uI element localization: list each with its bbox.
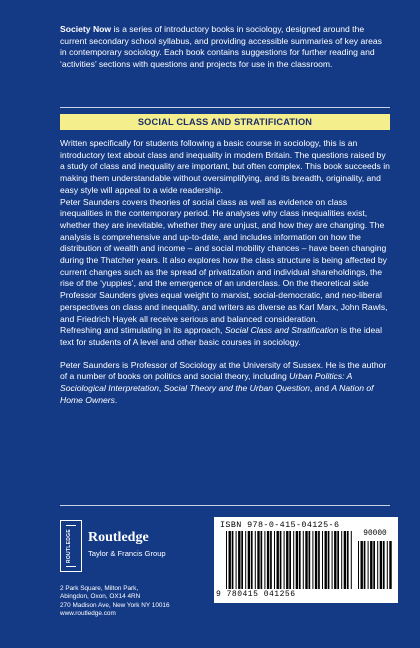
ean-digits: 9 780415 041256 (216, 590, 296, 599)
barcode-bar (286, 531, 288, 589)
barcode-bar (238, 531, 240, 589)
barcode-bar (344, 531, 346, 589)
addon-barcode-bars-icon (358, 541, 392, 589)
barcode-bar (257, 531, 259, 589)
barcode-bar (303, 531, 304, 589)
barcode-bar (232, 531, 234, 589)
barcode-bar (248, 531, 250, 589)
addon-digits: 90000 (363, 530, 387, 538)
barcode-bar (373, 541, 375, 589)
barcode-bar (267, 531, 269, 589)
barcode-bar (251, 531, 253, 589)
address-line: 270 Madison Ave, New York NY 10016 (60, 601, 170, 609)
barcode-bar (377, 541, 378, 589)
barcode-bar (328, 531, 330, 589)
author-book-2: Social Theory and the Urban Question (163, 383, 310, 394)
author-bio-end: . (114, 394, 118, 405)
barcode-bar (358, 541, 359, 589)
barcode-bar (341, 531, 342, 589)
barcode-bar (347, 531, 349, 589)
series-description (60, 24, 390, 71)
barcode-bar (277, 531, 279, 589)
blurb-paragraph-3 (60, 325, 390, 348)
barcode-bar (274, 531, 275, 589)
address-line: Abingdon, Oxon, OX14 4RN (60, 593, 141, 601)
barcode-bar (245, 531, 246, 589)
barcode-bar (387, 541, 388, 589)
author-book-1: Urban Politics: A Sociological Interpretation (60, 371, 353, 394)
logo-vertical-text: ROUTLEDGE (66, 529, 72, 564)
barcode-bar (361, 541, 363, 589)
barcode-bar (351, 531, 352, 589)
barcode-bar (337, 531, 339, 589)
barcode-bar (325, 531, 327, 589)
barcode-bar (383, 541, 385, 589)
separator: , (158, 383, 164, 394)
isbn-number: ISBN 978-0-415-04125-6 (220, 520, 340, 530)
publisher-logo (60, 520, 200, 572)
barcode-bar (261, 531, 263, 589)
publisher-name: Routledge (88, 530, 149, 545)
book-title-banner: SOCIAL CLASS AND STRATIFICATION (60, 114, 390, 130)
publisher-address (60, 585, 220, 619)
barcode-bar (364, 541, 366, 589)
blurb-p3-text-end: is the ideal text for students of A level and other basic courses in sociology. (60, 325, 382, 347)
divider-bottom (60, 505, 390, 506)
barcode-bar (296, 531, 298, 589)
author-bio (60, 360, 390, 407)
barcode-bar (289, 531, 291, 589)
barcode-bar (389, 541, 391, 589)
barcode-bar (318, 531, 320, 589)
series-name: Society Now (60, 24, 112, 34)
barcode-bar (226, 531, 227, 589)
blurb-p3-text: Refreshing and stimulating in its approach, (60, 325, 225, 336)
barcode-bar (299, 531, 301, 589)
barcode-bar (305, 531, 307, 589)
divider-top (60, 107, 390, 108)
barcode-bar (293, 531, 294, 589)
routledge-logo-icon (60, 520, 82, 572)
isbn-barcode (214, 517, 398, 603)
blurb (60, 138, 390, 406)
separator: , and (309, 383, 332, 394)
barcode-bar (312, 531, 313, 589)
barcode-bar (270, 531, 272, 589)
barcode-bar (229, 531, 231, 589)
book-title-italic: Social Class and Stratification (224, 325, 339, 336)
barcode-bar (241, 531, 243, 589)
barcode-bar (380, 541, 382, 589)
series-description-text: is a series of introductory books in sociology, designed around the current secondary school syllabus, and providing accessible summaries of key areas in contemporary sociology. Each book contains suggestions for further reading and ‘activities’ sections with questions and projects for use in the classroom. (60, 24, 382, 70)
barcode-bar (264, 531, 265, 589)
author-bio-text: Peter Saunders is Professor of Sociology at the University of Sussex. He is the author of a number of books on politics and social theory, including (60, 359, 387, 382)
barcode-bars-icon (226, 531, 352, 589)
barcode-bar (280, 531, 282, 589)
barcode-bar (368, 541, 369, 589)
barcode-bar (334, 531, 336, 589)
barcode-bar (284, 531, 285, 589)
author-book-3: A Nation of Home Owners (60, 383, 374, 405)
address-line: 2 Park Square, Milton Park, (60, 585, 139, 592)
barcode-bar (322, 531, 323, 589)
barcode-bar (236, 531, 237, 589)
barcode-bar (309, 531, 311, 589)
blurb-paragraph-2: Peter Saunders covers theories of social class as well as evidence on class inequalities in the contemporary period. He analyses why class inequalities exist, whether they are inevitable, whether they are unjust, and how they are changing. The analysis is comprehensive and up-to-date, and includes information on how the distribution of wealth and income – and social mobility chances – have been changing during the Thatcher years. It also explores how the class structure is being affected by current changes such as the spread of privatization and individual shareholdings, the rise of the ‘yuppies’, and the emergence of an underclass. On the theoretical side Professor Saunders gives equal weight to marxist, social-democratic, and neo-liberal perspectives on class and inequality, and writers as diverse as Karl Marx, John Rawls, and Friedrich Hayek all receive serious and balanced consideration. (60, 196, 388, 324)
publisher-website: www.routledge.com (60, 610, 116, 618)
blurb-paragraph-1: Written specifically for students following a basic course in sociology, this is an introductory text about class and inequality in modern Britain. The questions raised by a study of class and inequality are important, but often complex. This book succeeds in making them understandable without oversimplifying, and its breadth, originality, and easy style will appeal to a wide readership. (60, 138, 390, 195)
barcode-bar (370, 541, 372, 589)
barcode-bar (315, 531, 317, 589)
publisher-group: Taylor & Francis Group (88, 549, 166, 558)
barcode-bar (255, 531, 256, 589)
barcode-bar (332, 531, 333, 589)
